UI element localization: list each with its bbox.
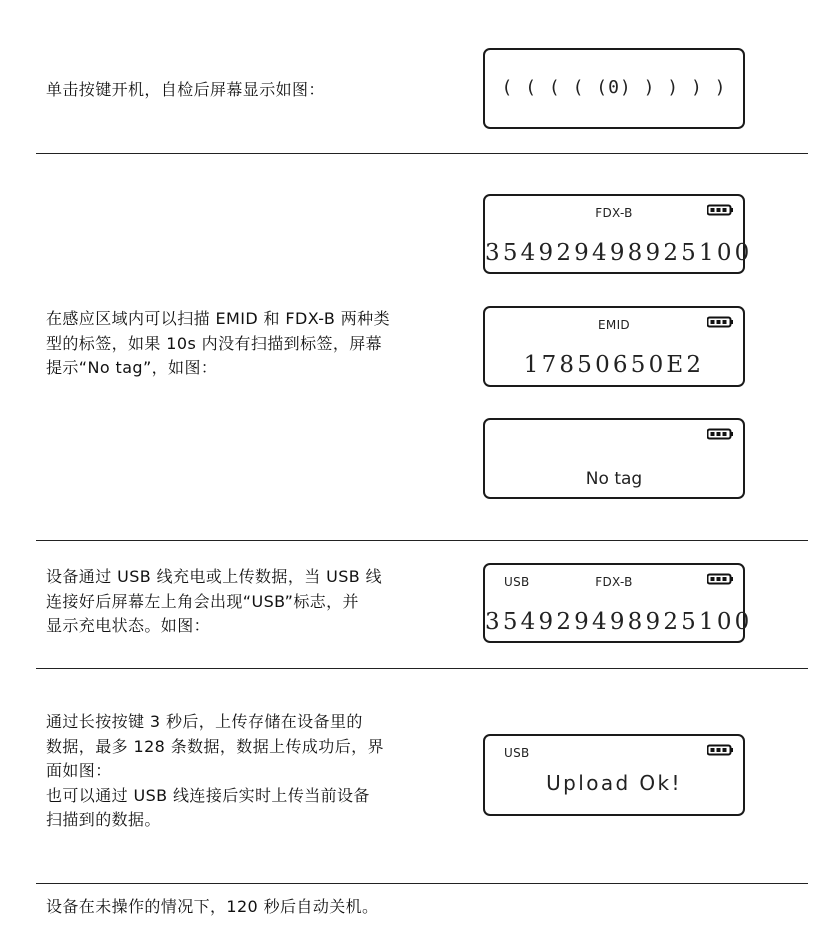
auto-shutdown-note: 设备在未操作的情况下，120 秒后自动关机。 bbox=[46, 897, 379, 916]
lcd-no-tag-screen bbox=[483, 418, 745, 499]
usb-indicator: USB bbox=[504, 575, 530, 589]
divider bbox=[36, 883, 808, 884]
battery-full-icon bbox=[707, 204, 733, 216]
divider bbox=[36, 540, 808, 541]
lcd-startup-screen bbox=[483, 48, 745, 129]
tag-type-label: FDX-B bbox=[595, 575, 633, 589]
battery-full-icon bbox=[707, 316, 733, 328]
lcd-upload-screen bbox=[483, 734, 745, 816]
scan-description: 在感应区域内可以扫描 EMID 和 FDX-B 两种类 型的标签，如果 10s 内没有扫描到标签，屏幕 提示“No tag”，如图： bbox=[46, 309, 390, 377]
battery-full-icon bbox=[707, 573, 733, 585]
battery-full-icon bbox=[707, 428, 733, 440]
tag-id-value: 17850650E2 bbox=[523, 352, 705, 378]
lcd-fdxb-screen bbox=[483, 194, 753, 274]
startup-description: 单击按键开机，自检后屏幕显示如图： bbox=[46, 80, 325, 99]
lcd-emid-screen bbox=[483, 306, 745, 387]
usb-description: 设备通过 USB 线充电或上传数据，当 USB 线 连接好后屏幕左上角会出现“USB”标志，并 显示充电状态。如图： bbox=[46, 567, 383, 635]
startup-pattern: ( ( ( ( (0) ) ) ) ) bbox=[501, 77, 727, 98]
lcd-usb-fdxb-screen bbox=[483, 563, 753, 643]
upload-ok-message: Upload Ok! bbox=[546, 771, 682, 795]
usb-indicator: USB bbox=[504, 746, 530, 760]
tag-type-label: EMID bbox=[598, 318, 630, 332]
upload-description: 通过长按按键 3 秒后，上传存储在设备里的 数据，最多 128 条数据，数据上传成功后，界 面如图： 也可以通过 USB 线连接后实时上传当前设备 扫描到的数据。 bbox=[46, 712, 384, 829]
tag-type-label: FDX-B bbox=[595, 206, 633, 220]
battery-full-icon bbox=[707, 744, 733, 756]
divider bbox=[36, 668, 808, 669]
tag-id-value: 354929498925100 bbox=[485, 240, 753, 266]
tag-id-value: 354929498925100 bbox=[485, 609, 753, 635]
divider bbox=[36, 153, 808, 154]
no-tag-message: No tag bbox=[585, 469, 643, 489]
